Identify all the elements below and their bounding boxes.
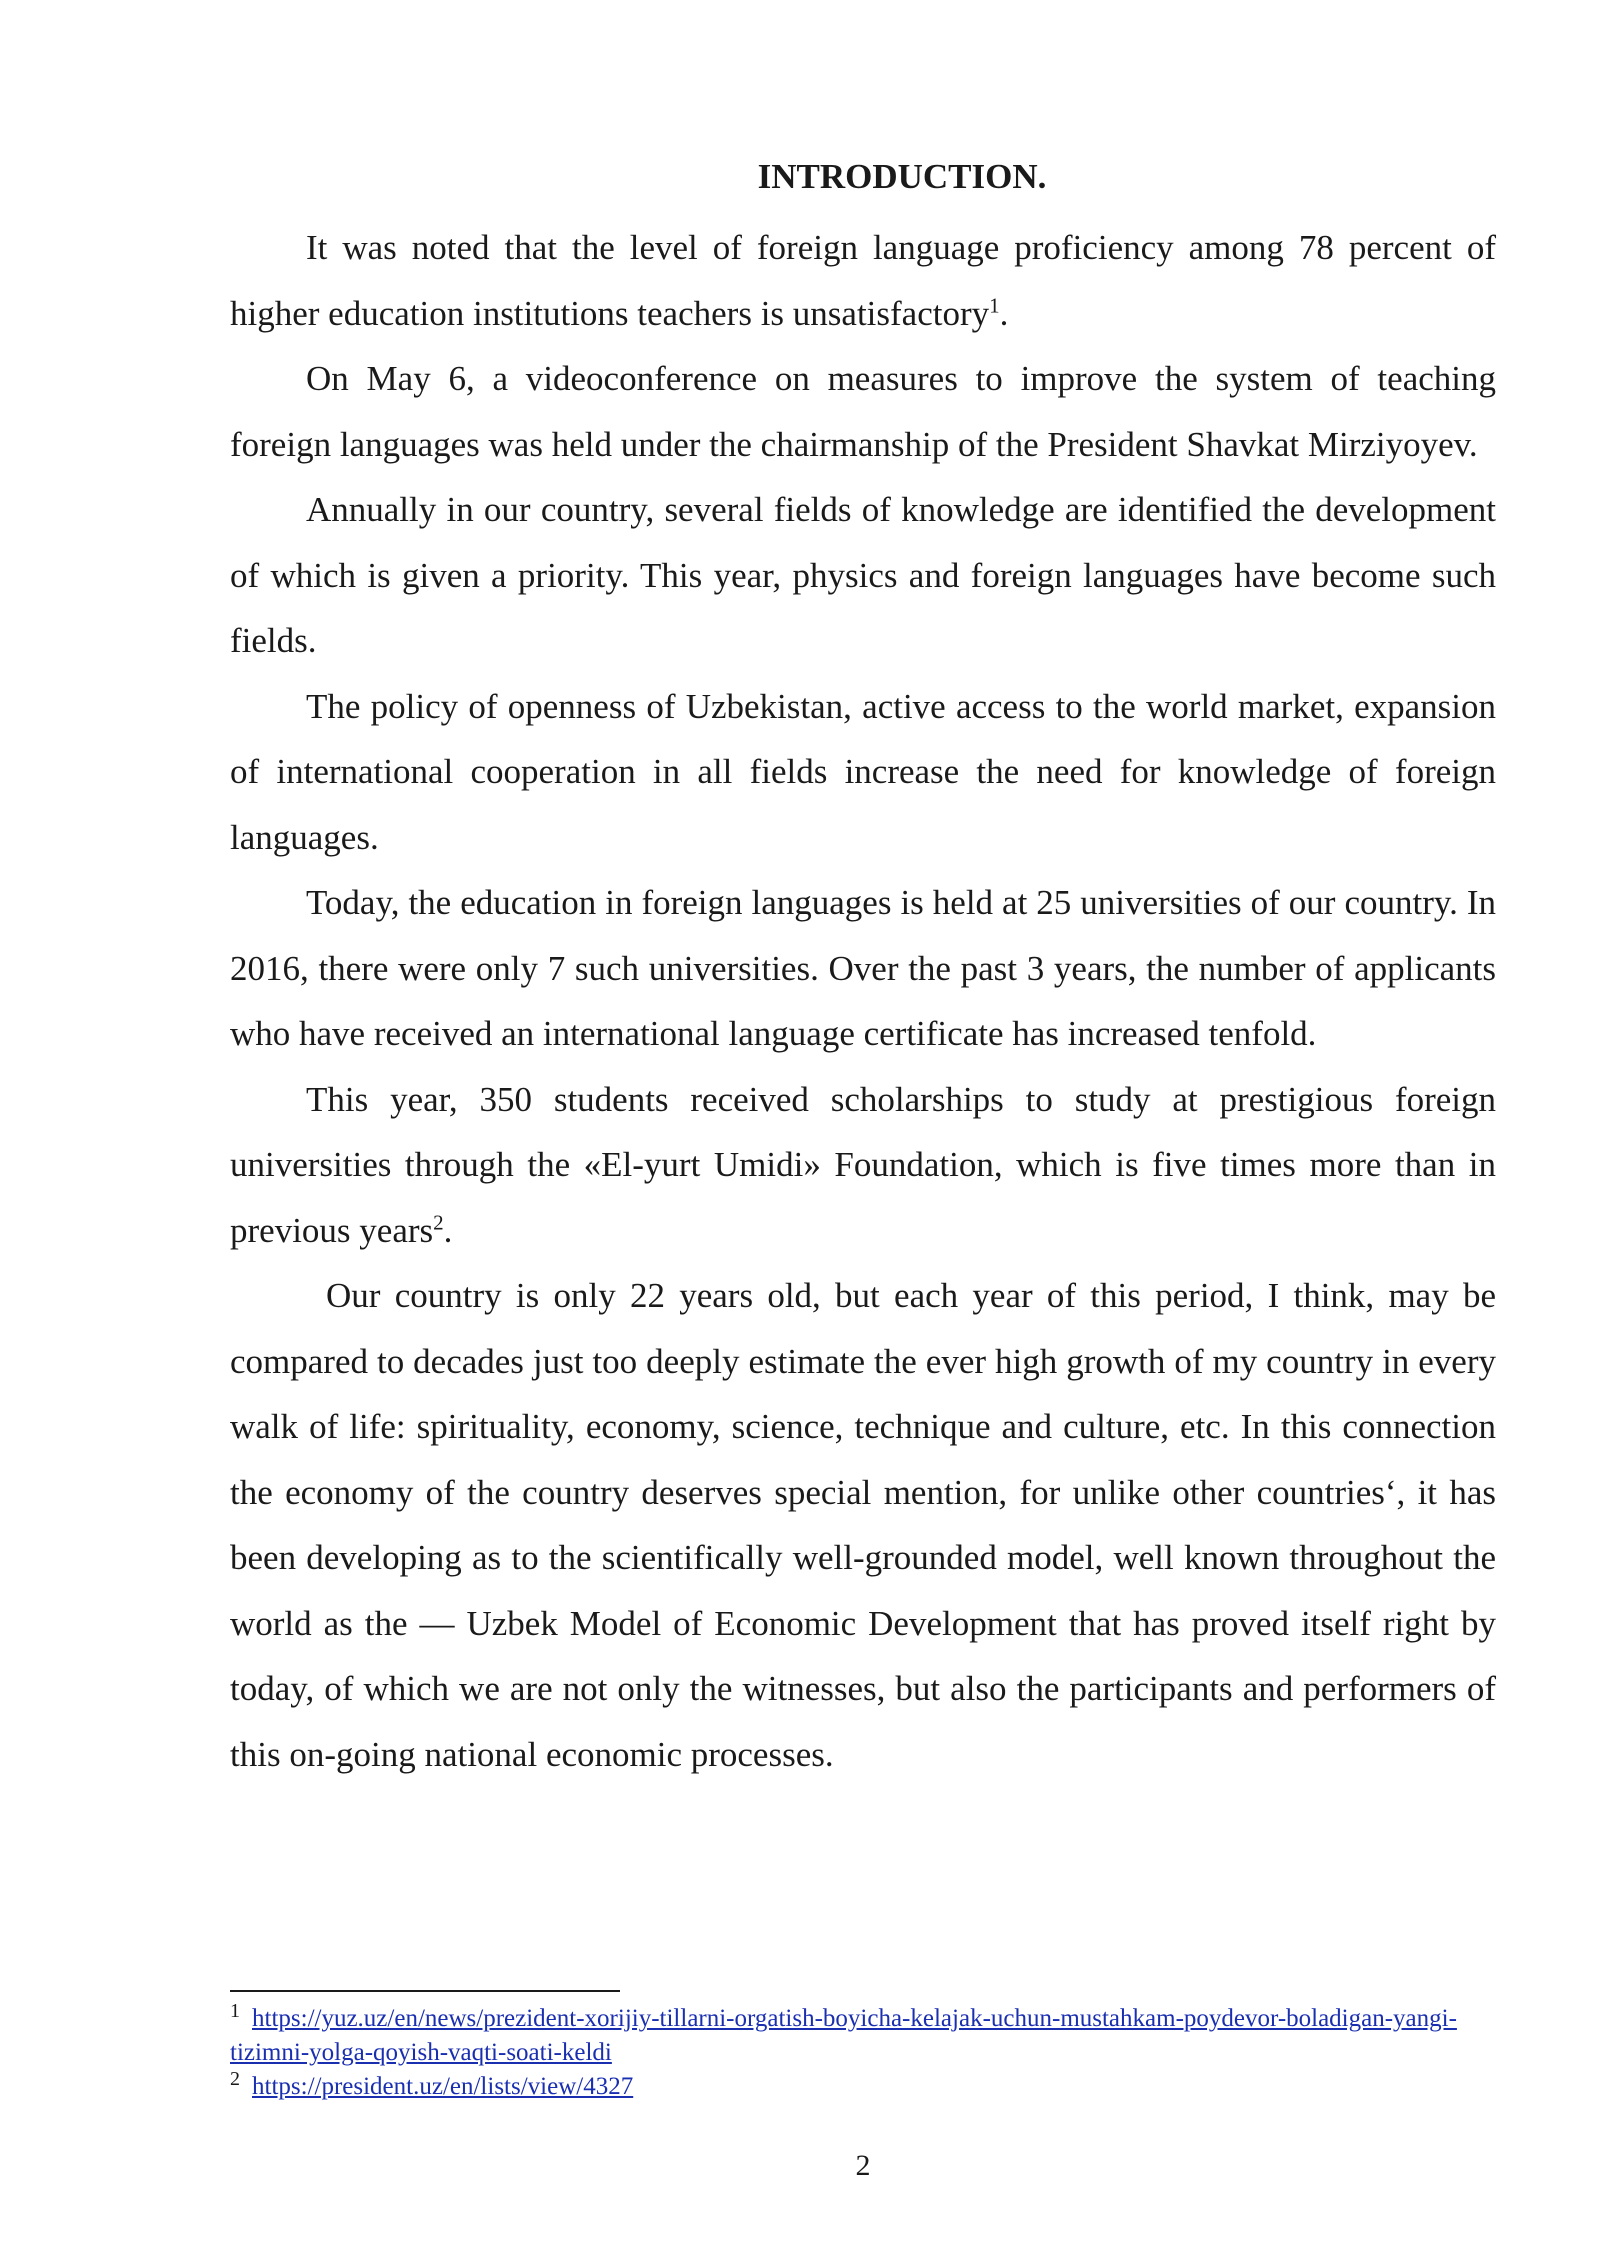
paragraph-3: Annually in our country, several fields of knowledge are identified the development of which is given a priority. This year, physics and foreign languages have become such fields.	[230, 490, 1496, 660]
page-number: 2	[855, 2149, 871, 2182]
paragraph-1-text: It was noted that the level of foreign language proficiency among 78 percent of higher education institutions teachers is unsatisfactory	[230, 228, 1496, 333]
paragraph-1	[230, 215, 1496, 346]
footnote-link-1[interactable]: https://yuz.uz/en/news/prezident-xorijiy-tillarni-orgatish-boyicha-kelajak-uchun-mustahkam-poydevor-boladigan-yangi-tizimni-yolga-qoyish-vaqti-soati-keldi	[230, 2005, 1457, 2066]
footnote-ref-1[interactable]: 1	[989, 292, 1000, 317]
paragraph-5: Today, the education in foreign languages is held at 25 universities of our country. In 2016, there were only 7 such universities. Over the past 3 years, the number of applicants who have received an international language certificate has increased tenfold.	[230, 883, 1496, 1053]
footnote-separator	[230, 1990, 620, 1992]
footnote-link-2[interactable]: https://president.uz/en/lists/view/4327	[252, 2073, 634, 2100]
footnote-ref-2[interactable]: 2	[433, 1209, 444, 1234]
paragraph-6-text: This year, 350 students received scholarships to study at prestigious foreign universities through the «El-yurt Umidi» Foundation, which is five times more than in previous years	[230, 1079, 1496, 1250]
section-heading: INTRODUCTION.	[757, 157, 1047, 196]
footnotes	[230, 1999, 1500, 2104]
paragraph-7: Our country is only 22 years old, but each year of this period, I think, may be compared to decades just too deeply estimate the ever high growth of my country in every walk of life: spirituality, economy, science, technique and culture, etc. In this connection the economy of the country deserves special mention, for unlike other countries‘, it has been developing as to the scientifically well-grounded model, well known throughout the world as the — Uzbek Model of Economic Development that has proved itself right by today, of which we are not only the witnesses, but also the participants and performers of this on-going national economic processes.	[230, 1276, 1496, 1774]
paragraph-1-end: .	[999, 293, 1009, 333]
paragraph-2: On May 6, a videoconference on measures to improve the system of teaching foreign languages was held under the chairmanship of the President Shavkat Mirziyoyev.	[230, 359, 1496, 464]
document-body	[230, 150, 1496, 1787]
paragraph-6-end: .	[443, 1210, 453, 1250]
footnote-2	[230, 2067, 1500, 2104]
paragraph-4: The policy of openness of Uzbekistan, active access to the world market, expansion of international cooperation in all fields increase the need for knowledge of foreign languages.	[230, 686, 1496, 857]
paragraph-6	[230, 1067, 1496, 1264]
footnote-number: 1	[230, 1999, 240, 2022]
footnote-1	[230, 1999, 1500, 2070]
footnote-number: 2	[230, 2067, 240, 2090]
